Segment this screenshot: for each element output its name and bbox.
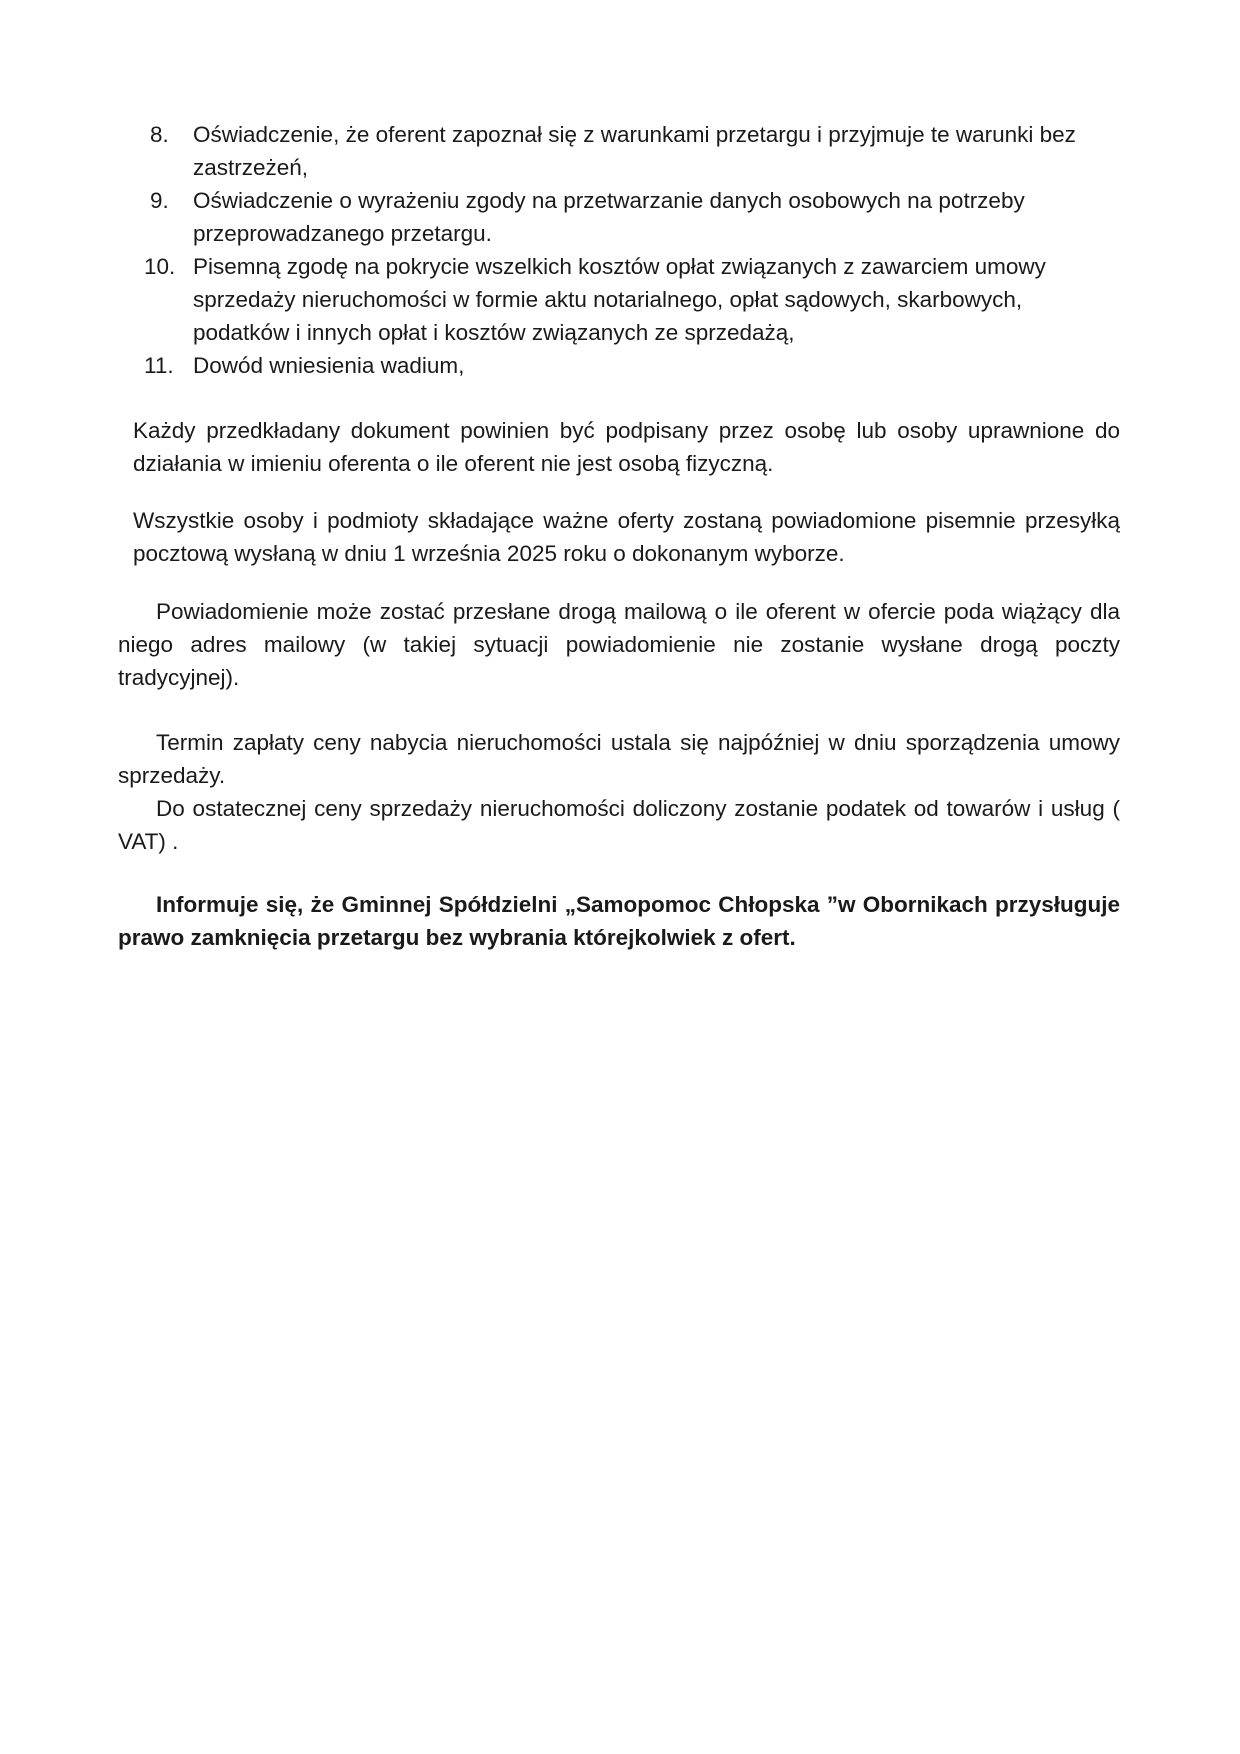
list-item	[150, 184, 1120, 250]
payment-term-paragraph: Termin zapłaty ceny nabycia nieruchomości ustala się najpóźniej w dniu sporządzenia umowy sprzedaży.	[118, 730, 1120, 788]
closing-right-paragraph: Informuje się, że Gminnej Spółdzielni „Samopomoc Chłopska ”w Obornikach przysługuje prawo zamknięcia przetargu bez wybrania którejkolwiek z ofert.	[118, 892, 1120, 950]
list-item-text: Dowód wniesienia wadium,	[193, 353, 465, 378]
signature-note-paragraph: Każdy przedkładany dokument powinien być podpisany przez osobę lub osoby uprawnione do działania w imieniu oferenta o ile oferent nie jest osobą fizyczną.	[133, 418, 1120, 476]
list-item-text: Oświadczenie, że oferent zapoznał się z warunkami przetargu i przyjmuje te warunki bez zastrzeżeń,	[193, 122, 1076, 180]
vat-note-paragraph: Do ostatecznej ceny sprzedaży nieruchomości doliczony zostanie podatek od towarów i usług ( VAT) .	[118, 796, 1120, 854]
list-item-number: 10.	[144, 254, 176, 279]
list-item-text: Pisemną zgodę na pokrycie wszelkich kosztów opłat związanych z zawarciem umowy sprzedaży nieruchomości w formie aktu notarialnego, opłat sądowych, skarbowych, podatków i innych opłat i kosztów związanych ze sprzedażą,	[193, 254, 1046, 345]
list-item	[144, 349, 1120, 382]
list-item	[150, 118, 1120, 184]
email-notice-paragraph: Powiadomienie może zostać przesłane drogą mailową o ile oferent w ofercie poda wiążący dla niego adres mailowy (w takiej sytuacji powiadomienie nie zostanie wysłane drogą poczty tradycyjnej).	[118, 599, 1120, 690]
list-item-text: Oświadczenie o wyrażeniu zgody na przetwarzanie danych osobowych na potrzeby przeprowadzanego przetargu.	[193, 188, 1025, 246]
list-item-number: 8.	[150, 122, 169, 147]
list-item-number: 11.	[144, 353, 174, 378]
requirements-list	[144, 118, 1120, 382]
list-item	[144, 250, 1120, 349]
notification-paragraph: Wszystkie osoby i podmioty składające ważne oferty zostaną powiadomione pisemnie przesyłką pocztową wysłaną w dniu 1 września 2025 roku o dokonanym wyborze.	[133, 508, 1120, 566]
list-item-number: 9.	[150, 188, 169, 213]
